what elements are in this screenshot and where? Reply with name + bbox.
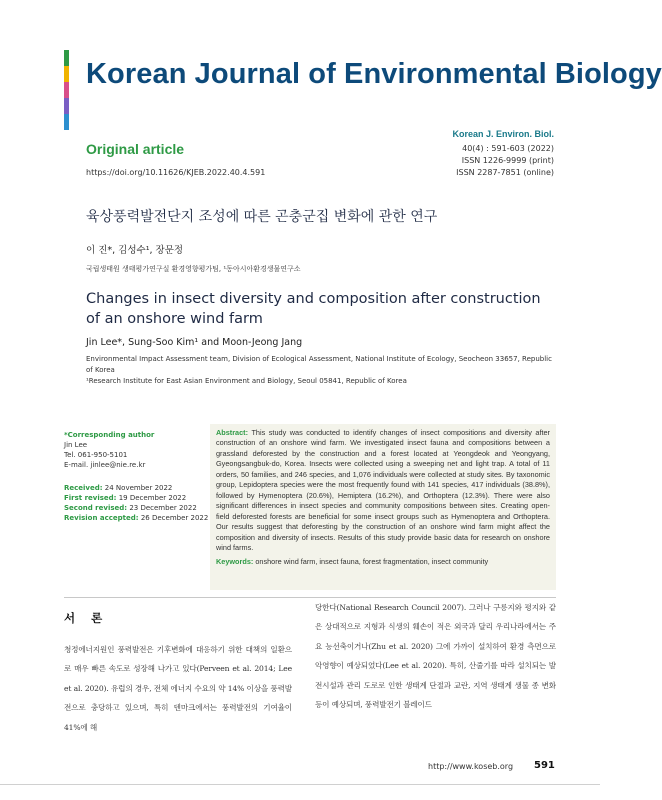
- body-text-left-column: 청정에너지원인 풍력발전은 기후변화에 대응하기 위한 대책의 일환으로 매우 빠른 속도로 성장해 나가고 있다(Perveen et al. 2014; Lee et al. 2020). 유럽의 경우, 전체 에너지 수요의 약 14% 이상을 풍력발전으로 충당하고 있으며, 특히 덴마크에서는 풍력발전의 기여율이 41%에 해: [64, 645, 292, 732]
- abstract-text-block: [216, 428, 550, 553]
- corresponding-label: *Corresponding author: [64, 431, 155, 439]
- color-bar-blue: [64, 114, 69, 130]
- keywords-text: onshore wind farm, insect fauna, forest fragmentation, insect community: [255, 557, 489, 567]
- english-affiliation: [86, 354, 556, 387]
- volume-pages: 40(4) : 591-603 (2022): [462, 144, 554, 153]
- date-received: [64, 483, 214, 493]
- keywords-label: Keywords:: [216, 557, 254, 567]
- journal-color-bar: [64, 50, 69, 130]
- date-label: Received:: [64, 484, 103, 492]
- korean-authors: 이 진*, 김성수¹, 장문정: [86, 245, 184, 256]
- corresponding-name: Jin Lee: [64, 441, 88, 449]
- article-type: Original article: [86, 141, 185, 157]
- korean-title: 육상풍력발전단지 조성에 따른 곤충군집 변화에 관한 연구: [86, 209, 438, 225]
- corresponding-tel: Tel. 061-950-5101: [64, 451, 128, 459]
- date-first-revised: [64, 493, 214, 503]
- page-number: 591: [534, 760, 555, 771]
- date-value: 23 December 2022: [129, 504, 197, 512]
- date-value: 24 November 2022: [104, 484, 173, 492]
- color-bar-yellow: [64, 66, 69, 82]
- date-label: First revised:: [64, 494, 117, 502]
- date-second-revised: [64, 503, 214, 513]
- section-heading: 서 론: [64, 611, 109, 625]
- body-text-right-column: 당한다(National Research Council 2007). 그러나 구릉지와 평지와 같은 상대적으로 지형과 식생의 훼손이 적은 외국과 달리 우리나라에서는 주요 능선축이거나(Zhu et al. 2020) 그에 가까이 설치하여 환경 측면으로 악영향이 예상되었다(Lee et al. 2020). 특히, 산줄기를 따라 설치되는 발전시설과 관리 도로로 인한 생태계 단절과 교란, 지역 생태계 생물 종 변화 등이 예상되며, 풍력발전기 블레이드: [315, 603, 556, 710]
- date-value: 26 December 2022: [140, 514, 209, 522]
- korean-affiliation: 국립생태원 생태평가연구실 환경영향평가팀, ¹동아시아환경생물연구소: [86, 265, 301, 273]
- affiliation-1: Environmental Impact Assessment team, Division of Ecological Assessment, National Institute of Ecology, Seocheon 33657, Republic of Korea: [86, 355, 552, 374]
- keywords-line: [216, 557, 550, 567]
- submission-dates: [64, 483, 214, 523]
- english-title: Changes in insect diversity and composition after construction of an onshore wind farm: [86, 291, 541, 327]
- abstract-text: This study was conducted to identify changes of insect compositions and diversity after construction of an onshore wind farm. We investigated insect fauna and compositions between a grassland deforested by the construction and a forest located at Yeongdeok and Yeongyang, Gyeongsangbuk-do, Korea. Insects were collected using a sweeping net and light trap. A total of 11 orders, 50 families, and 246 species, and 1,076 individuals were collected at study sites. By taxonomic group, Lepidoptera species were the most frequently found with 141 species, 417 individuals (38.8%), followed by Hymenoptera (20.6%), Hemiptera (16.2%), and Orthoptera (12.3%). There were also significant differences in insect species and community compositions between sites. Creating open-field deforested forests are beneficial for some insect groups such as Hymenoptera and Orthoptera. Our results suggest that deforesting by the construction of an onshore wind farm might affect the composition and diversity of insects. Results of this study provide basic data for research on onshore wind farms.: [216, 428, 550, 552]
- color-bar-green: [64, 50, 69, 66]
- journal-title: Korean Journal of Environmental Biology: [86, 58, 662, 90]
- date-accepted: [64, 513, 214, 523]
- issn-online: ISSN 2287-7851 (online): [456, 168, 554, 177]
- journal-meta: [452, 128, 554, 179]
- english-authors: Jin Lee*, Sung-Soo Kim¹ and Moon-Jeong Jang: [86, 337, 303, 348]
- date-label: Revision accepted:: [64, 514, 139, 522]
- abstract-label: Abstract:: [216, 428, 249, 437]
- color-bar-pink: [64, 82, 69, 98]
- issn-print: ISSN 1226-9999 (print): [461, 156, 554, 165]
- corresponding-author: [64, 430, 204, 470]
- affiliation-2: ¹Research Institute for East Asian Environment and Biology, Seoul 05841, Republic of Korea: [86, 377, 407, 385]
- corresponding-email[interactable]: E-mail. jinlee@nie.re.kr: [64, 461, 146, 469]
- footer-rule: [0, 784, 600, 785]
- color-bar-purple: [64, 98, 69, 114]
- journal-abbreviation: Korean J. Environ. Biol.: [452, 129, 554, 139]
- doi-link[interactable]: https://doi.org/10.11626/KJEB.2022.40.4.591: [86, 168, 266, 177]
- date-value: 19 December 2022: [118, 494, 187, 502]
- footer-url[interactable]: http://www.koseb.org: [428, 762, 514, 771]
- date-label: Second revised:: [64, 504, 128, 512]
- abstract-box: [210, 424, 556, 590]
